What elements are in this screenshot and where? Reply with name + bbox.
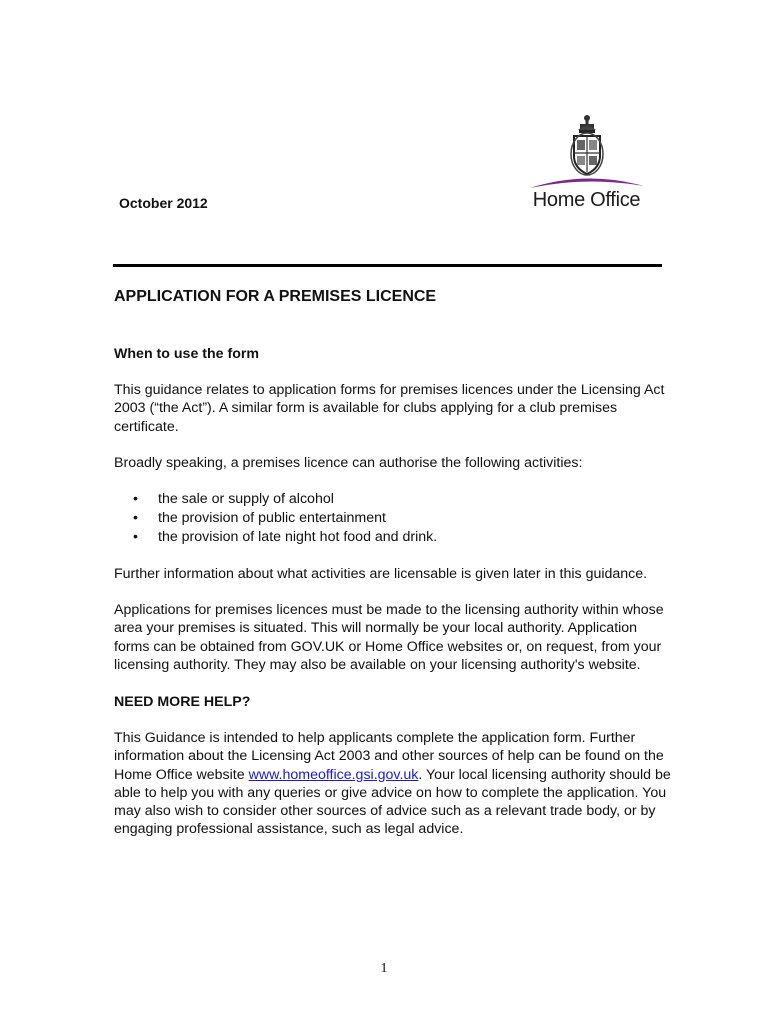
bullet-icon: •	[133, 529, 138, 546]
page-number: 1	[380, 961, 388, 976]
list-item: • the sale or supply of alcohol	[133, 491, 334, 508]
paragraph-further-info: Further information about what activities are licensable is given later in this guidance.	[114, 566, 648, 583]
royal-crest-icon	[524, 114, 649, 192]
paragraph-activities: Broadly speaking, a premises licence can authorise the following activities:	[114, 454, 583, 471]
document-body	[114, 345, 674, 838]
paragraph-intro: This guidance relates to application forms for premises licences under the Licensing Act 2003 (“the Act”). A similar form is available for clubs applying for a club premises certificate.	[114, 382, 665, 435]
document-date: October 2012	[119, 195, 208, 211]
bullet-icon: •	[133, 491, 138, 508]
home-office-website-link[interactable]: www.homeoffice.gsi.gov.uk	[248, 766, 419, 783]
header-divider	[113, 264, 662, 267]
list-item: • the provision of public entertainment	[133, 510, 386, 527]
list-item: • the provision of late night hot food and drink.	[133, 529, 438, 546]
paragraph-applications: Applications for premises licences must be made to the licensing authority within whose area your premises is situated. This will normally be your local authority. Application forms can be obtained from GOV.UK or Home Office websites or, on request, from your licensing authority. They may also be available on your licensing authority's website.	[114, 602, 664, 673]
logo-text: Home Office	[532, 189, 641, 211]
home-office-logo	[524, 114, 649, 214]
activities-list	[114, 490, 674, 547]
section-heading-when: When to use the form	[114, 346, 260, 362]
bullet-icon: •	[133, 510, 138, 527]
page-title: APPLICATION FOR A PREMISES LICENCE	[114, 288, 437, 305]
paragraph-help: This Guidance is intended to help applicants complete the application form. Further information about the Licensing Act 2003 and other sources of help can be found on the Home Office website www.homeoffice.gsi.gov.uk. Your local licensing authority should be able to help you with any queries or give advice on how to complete the application. You may also wish to consider other sources of advice such as a relevant trade body, or by engaging professional assistance, such as legal advice.	[114, 730, 671, 838]
section-heading-help: NEED MORE HELP?	[114, 694, 251, 711]
